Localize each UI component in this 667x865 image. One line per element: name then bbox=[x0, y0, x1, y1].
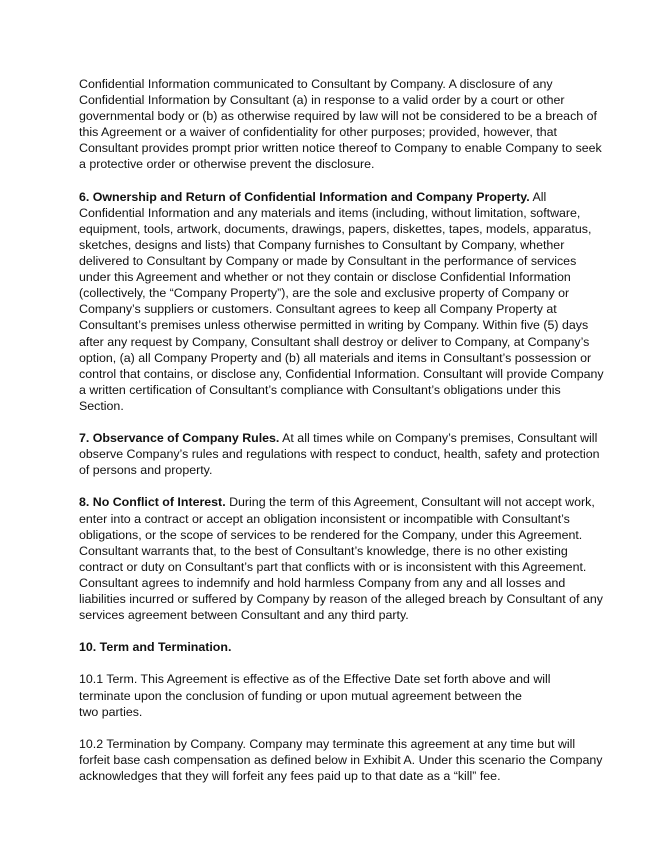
text-line: a protective order or otherwise prevent the disclosure. bbox=[79, 157, 375, 172]
text-line: Consultant agrees to indemnify and hold harmless Company from any and all losses and bbox=[79, 575, 566, 590]
text-line: governmental body or (b) as otherwise required by law will not be considered to be a breach of bbox=[79, 109, 597, 124]
text-line: Consultant’s premises unless otherwise permitted in writing by Company. Within five (5) days bbox=[79, 318, 589, 333]
text-line: enter into a contract or accept an obligation inconsistent or incompatible with Consultant’s bbox=[79, 511, 570, 526]
section-8-conflict-of-interest bbox=[79, 494, 609, 623]
text-line: equipment, tools, artwork, documents, drawings, papers, diskettes, tapes, models, apparatus, bbox=[79, 221, 592, 236]
text-line: two parties. bbox=[79, 704, 143, 719]
text-line: 10.1 Term. This Agreement is effective as of the Effective Date set forth above and will bbox=[79, 672, 551, 687]
text-line: Section. bbox=[79, 398, 124, 413]
text-line: observe Company’s rules and regulations with respect to conduct, health, safety and protection bbox=[79, 447, 600, 462]
text-line: Company’s suppliers or customers. Consultant agrees to keep all Company Property at bbox=[79, 302, 557, 317]
text-run: During the term of this Agreement, Consultant will not accept work, bbox=[225, 495, 595, 510]
text-line: liabilities incurred or suffered by Company by reason of the alleged breach by Consultant of any bbox=[79, 592, 603, 606]
text-line: after any request by Company, Consultant shall destroy or deliver to Company, at Company’s bbox=[79, 334, 590, 349]
text-line: delivered to Consultant by Company or made by Consultant in the performance of services bbox=[79, 254, 577, 269]
text-line: services agreement between Consultant and any third party. bbox=[79, 608, 409, 623]
text-line: under this Agreement and whether or not they contain or disclose Confidential Information bbox=[79, 270, 571, 285]
text-line: forfeit base cash compensation as defined below in Exhibit A. Under this scenario the Company bbox=[79, 752, 603, 767]
section-heading: 8. No Conflict of Interest. bbox=[79, 495, 226, 510]
section-6-ownership bbox=[79, 189, 609, 414]
section-10-term-and-termination bbox=[79, 639, 609, 655]
text-line: obligations, or the scope of services to be rendered for the Company, under this Agreement. bbox=[79, 527, 583, 542]
section-heading-line bbox=[79, 430, 609, 446]
section-7-company-rules bbox=[79, 430, 609, 478]
section-heading: 6. Ownership and Return of Confidential Information and Company Property. bbox=[79, 189, 530, 204]
text-line: Consultant provides prompt prior written notice thereof to Company to enable Company to seek bbox=[79, 141, 602, 156]
text-line: 10.2 Termination by Company. Company may terminate this agreement at any time but will bbox=[79, 736, 576, 751]
text-line: sketches, designs and lists) that Company furnishes to Consultant by Company, whether bbox=[79, 237, 565, 252]
text-line: acknowledges that they will forfeit any fees paid up to that date as a “kill” fee. bbox=[79, 769, 501, 784]
section-heading-line bbox=[79, 189, 609, 205]
text-run: At all times while on Company’s premises, Consultant will bbox=[279, 431, 598, 446]
text-line: Confidential Information and any materials and items (including, without limitation, software, bbox=[79, 205, 581, 220]
document-page bbox=[79, 76, 609, 800]
text-line: this Agreement or a waiver of confidentiality for other purposes; provided, however, that bbox=[79, 125, 557, 140]
section-heading: 7. Observance of Company Rules. bbox=[79, 431, 280, 446]
text-line: Confidential Information by Consultant (a) in response to a valid order by a court or other bbox=[79, 93, 565, 108]
paragraph-confidentiality-exceptions bbox=[79, 76, 609, 173]
section-heading: 10. Term and Termination. bbox=[79, 640, 232, 655]
section-10-1-term bbox=[79, 671, 609, 719]
text-line: terminate upon the conclusion of funding or upon mutual agreement between the bbox=[79, 688, 522, 703]
text-line: of persons and property. bbox=[79, 463, 213, 478]
text-line: a written certification of Consultant’s compliance with Consultant’s obligations under this bbox=[79, 382, 561, 397]
text-line: Consultant warrants that, to the best of Consultant’s knowledge, there is no other existing bbox=[79, 543, 568, 558]
text-line: control that contains, or disclose any, Confidential Information. Consultant will provide Company bbox=[79, 366, 604, 381]
text-line: Confidential Information communicated to Consultant by Company. A disclosure of any bbox=[79, 77, 553, 91]
section-10-2-termination-by-company bbox=[79, 736, 609, 784]
section-heading-line bbox=[79, 494, 609, 510]
text-line: (collectively, the “Company Property”), are the sole and exclusive property of Company or bbox=[79, 286, 570, 301]
text-line: contract or duty on Consultant’s part that conflicts with or is inconsistent with this Agreement. bbox=[79, 559, 587, 574]
text-run: All bbox=[529, 189, 547, 204]
text-line: option, (a) all Company Property and (b) all materials and items in Consultant’s possession or bbox=[79, 350, 592, 365]
